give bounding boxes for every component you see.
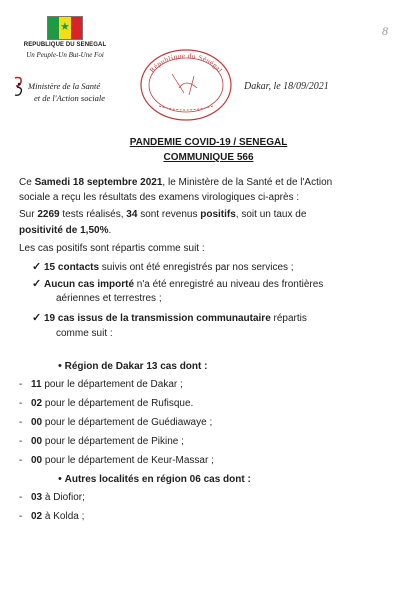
dash-bullet-icon: - [19,455,23,466]
location-text: à Kolda ; [42,511,85,522]
location-text: pour le département de Pikine ; [42,436,184,447]
list-item: ✓ 19 cas issus de la transmission communautaire répartis [32,312,307,324]
ministry-line-1: Ministère de la Santé [28,81,101,91]
list-item [19,510,84,524]
document-date: Dakar, le 18/09/2021 [244,81,329,92]
official-stamp-icon [139,48,233,122]
dash-bullet-icon: - [19,379,23,390]
intro-line-5: Les cas positifs sont répartis comme suit : [19,243,205,254]
case-count: 00 [31,417,43,428]
list-item: ✓ Aucun cas importé n'a été enregistré au niveau des frontières [32,278,324,290]
list-item-continuation: comme suit : [56,328,113,339]
tests-count: 2269 [37,209,60,220]
list-item [19,491,85,505]
check-mark-icon: ✓ [32,312,42,324]
dash-bullet-icon: - [19,492,23,503]
check-mark-icon: ✓ [32,278,42,290]
list-item [19,397,193,411]
list-item [19,435,184,449]
bullet-icon: • [58,473,62,485]
location-text: à Diofior; [42,492,85,503]
list-item-continuation: aériennes et terrestres ; [56,293,162,304]
stamp-text: République du Sénégal [148,51,225,75]
intro-line-4: positivité de 1,50%. [19,225,112,236]
location-text: pour le département de Keur-Massar ; [42,455,214,466]
country-name: REPUBLIQUE DU SENEGAL [23,42,107,48]
location-text: pour le département de Rufisque. [42,398,194,409]
positivity-rate: positivité de 1,50% [19,225,109,236]
dash-bullet-icon: - [19,398,23,409]
list-item: ✓ 15 contacts suivis ont été enregistrés par nos services ; [32,261,294,273]
ministry-line-2: et de l'Action sociale [34,93,105,103]
location-text: pour le département de Dakar ; [41,379,183,390]
location-text: pour le département de Guédiawaye ; [42,417,213,428]
case-count: 00 [31,455,43,466]
list-item [19,378,183,392]
communique-number: COMMUNIQUE 566 [163,152,254,163]
corner-mark: 8 [382,24,388,38]
intro-line-3: Sur 2269 tests réalisés, 34 sont revenus positifs, soit un taux de [19,209,307,220]
intro-line-2: sociale a reçu les résultats des examens virologiques ci-après : [19,192,300,203]
date-highlight: Samedi 18 septembre 2021 [34,177,163,188]
case-count: 02 [31,398,43,409]
svg-text:République du Sénégal [148,52,224,74]
dash-bullet-icon: - [19,417,23,428]
check-mark-icon: ✓ [32,261,42,273]
national-motto: Un Peuple-Un But-Une Foi [26,51,104,59]
case-count: 00 [31,436,43,447]
intro-line-1: Ce Samedi 18 septembre 2021, le Ministère de la Santé et de l'Action [19,177,333,188]
positive-count: 34 [126,209,138,220]
dash-bullet-icon: - [19,436,23,447]
region-others-heading: • Autres localités en région 06 cas dont : [58,473,251,485]
dash-bullet-icon: - [19,511,23,522]
case-count: 11 [31,379,42,390]
page-title: PANDEMIE COVID-19 / SENEGAL [129,137,288,148]
senegal-flag-icon: ★ [47,16,83,40]
case-count: 03 [31,492,43,503]
ministry-logo-icon [12,74,26,98]
region-dakar-heading: • Région de Dakar 13 cas dont : [58,360,208,372]
ministry-name [28,80,105,104]
bullet-icon: • [58,360,62,372]
case-count: 02 [31,511,43,522]
list-item [19,454,214,468]
list-item [19,416,212,430]
